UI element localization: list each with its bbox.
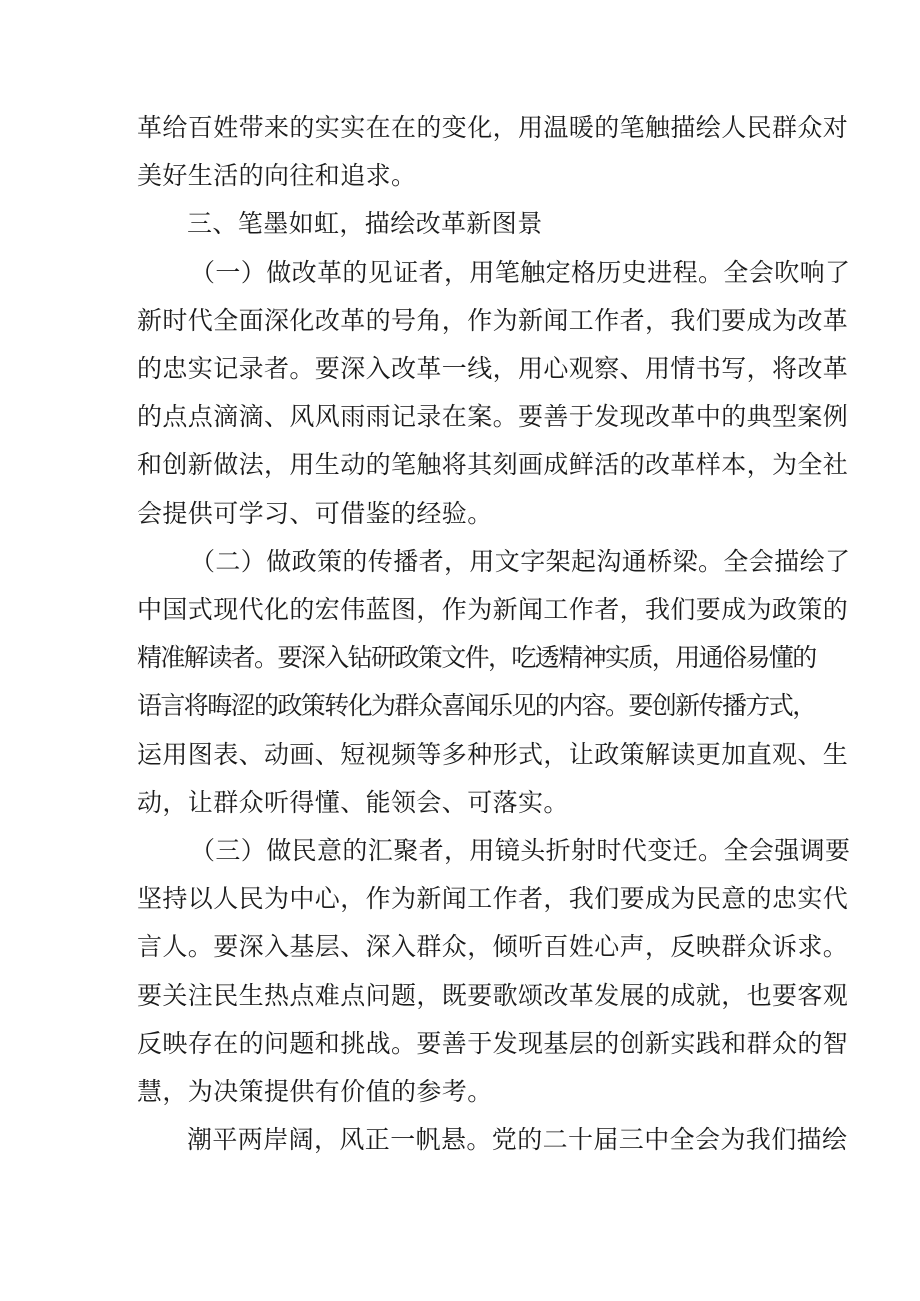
paragraph-line: 革给百姓带来的实实在在的变化，用温暖的笔触描绘人民群众对 [137, 113, 849, 142]
paragraph-line: 运用图表、动画、短视频等多种形式，让政策解读更加直观、生 [137, 740, 849, 769]
section-heading: 三、笔墨如虹，描绘改革新图景 [187, 209, 543, 238]
paragraph-line: 慧，为决策提供有价值的参考。 [137, 1077, 493, 1106]
paragraph-line: 中国式现代化的宏伟蓝图，作为新闻工作者，我们要成为政策的 [137, 595, 849, 624]
paragraph-line: 的点点滴滴、风风雨雨记录在案。要善于发现改革中的典型案例 [137, 402, 849, 431]
paragraph-line: 的忠实记录者。要深入改革一线，用心观察、用情书写，将改革 [137, 354, 849, 383]
closing-paragraph-line: 潮平两岸阔，风正一帆悬。党的二十届三中全会为我们描绘 [187, 1125, 848, 1154]
subsection-heading-2: （二）做政策的传播者，用文字架起沟通桥梁。全会描绘了 [190, 547, 851, 576]
paragraph-line: 美好生活的向往和追求。 [137, 161, 417, 190]
paragraph-line: 精准解读者。要深入钻研政策文件，吃透精神实质，用通俗易懂的 [137, 643, 816, 672]
subsection-heading-1: （一）做改革的见证者，用笔触定格历史进程。全会吹响了 [190, 258, 851, 287]
paragraph-line: 和创新做法，用生动的笔触将其刻画成鲜活的改革样本，为全社 [137, 450, 849, 479]
paragraph-line: 言人。要深入基层、深入群众，倾听百姓心声，反映群众诉求。 [137, 932, 849, 961]
paragraph-line: 会提供可学习、可借鉴的经验。 [137, 499, 493, 528]
subsection-heading-3: （三）做民意的汇聚者，用镜头折射时代变迁。全会强调要 [190, 836, 851, 865]
paragraph-line: 语言将晦涩的政策转化为群众喜闻乐见的内容。要创新传播方式， [137, 691, 816, 720]
paragraph-line: 反映存在的问题和挑战。要善于发现基层的创新实践和群众的智 [137, 1029, 849, 1058]
paragraph-line: 要关注民生热点难点问题，既要歌颂改革发展的成就，也要客观 [137, 981, 849, 1010]
paragraph-line: 坚持以人民为中心，作为新闻工作者，我们要成为民意的忠实代 [137, 884, 849, 913]
paragraph-line: 动，让群众听得懂、能领会、可落实。 [137, 788, 569, 817]
paragraph-line: 新时代全面深化改革的号角，作为新闻工作者，我们要成为改革 [137, 306, 849, 335]
